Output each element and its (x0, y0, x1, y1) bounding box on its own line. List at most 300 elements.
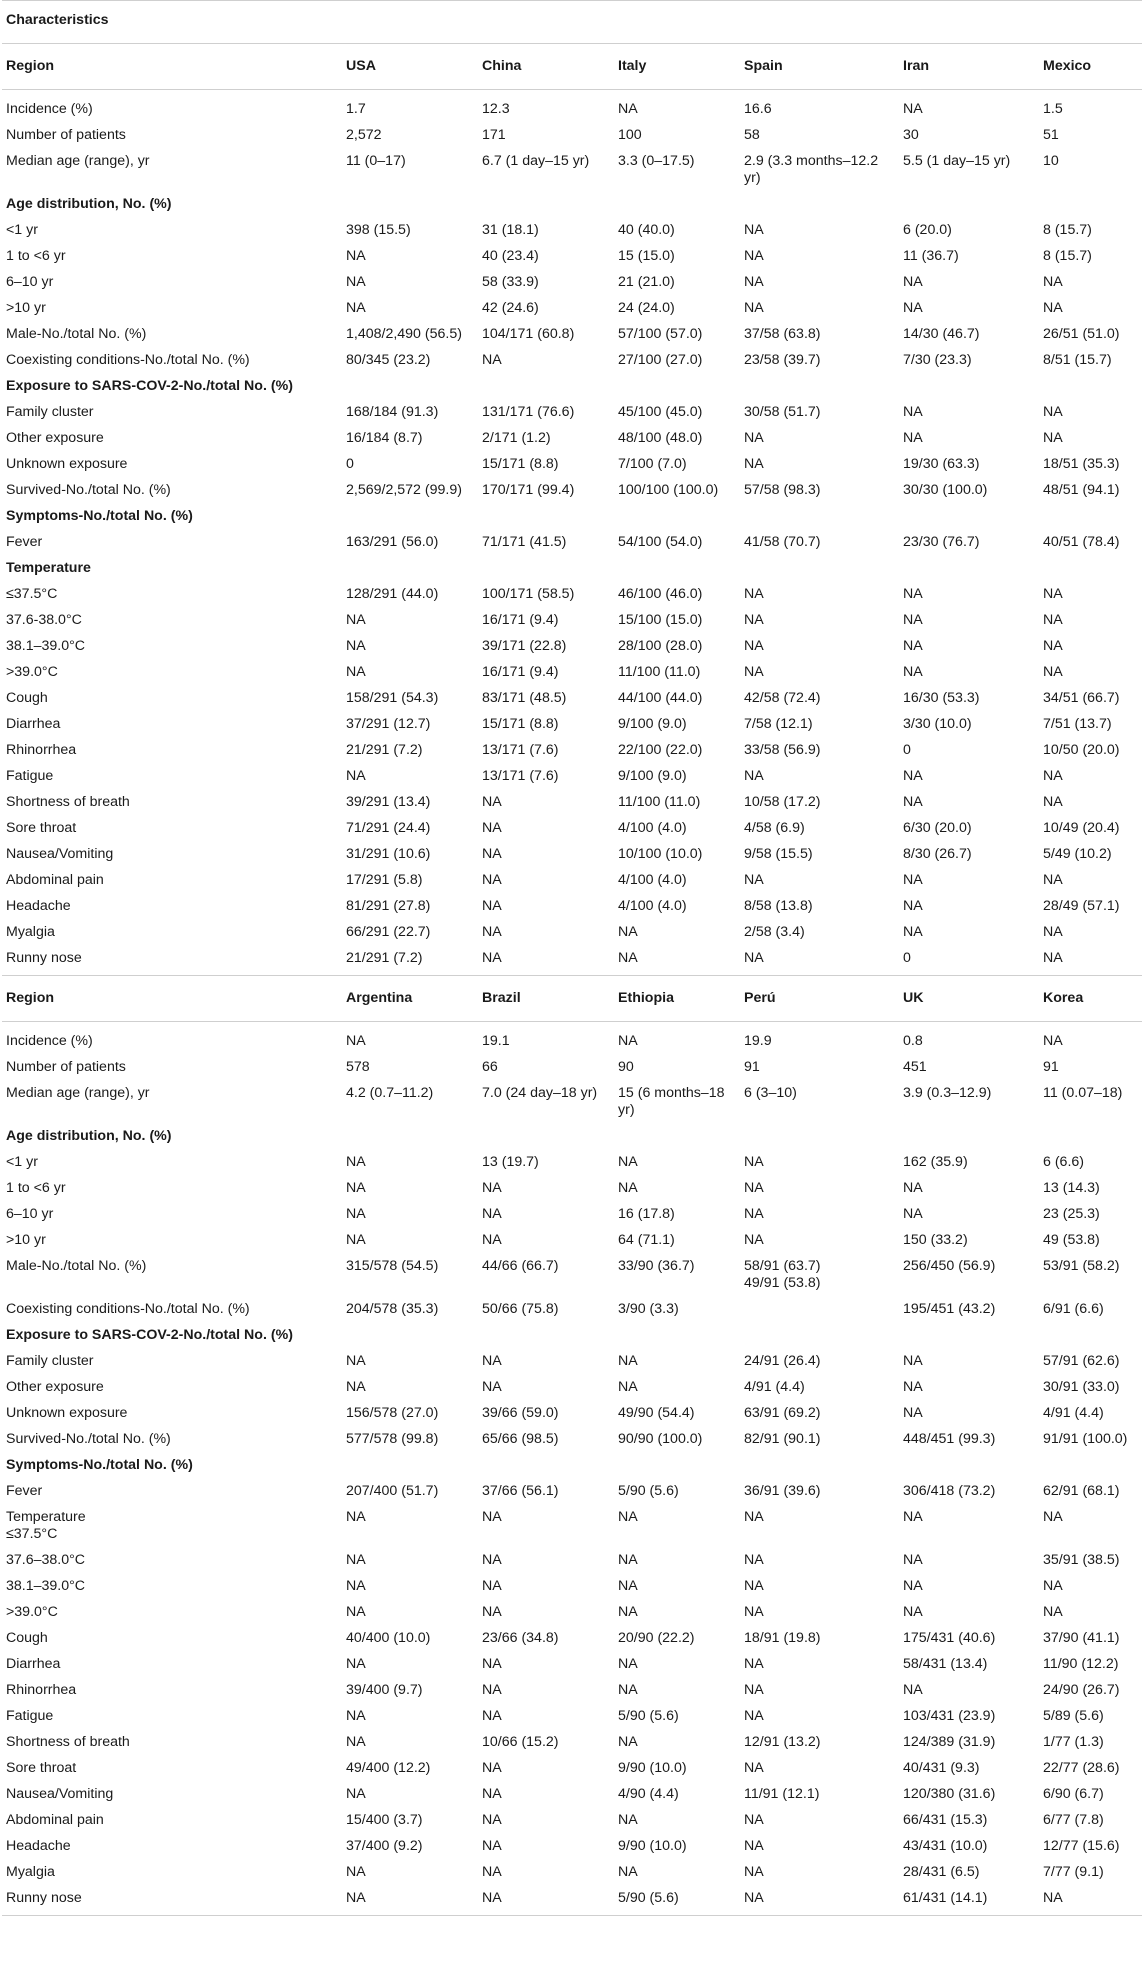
cell-uk: 150 (33.2) (903, 1232, 968, 1248)
cell-china: NA (482, 820, 502, 836)
row-label: Coexisting conditions-No./total No. (%) (6, 1301, 250, 1317)
cell-mexico: 48/51 (94.1) (1043, 482, 1120, 498)
row-label: ≤37.5°C (6, 586, 58, 602)
cell-per (740, 1296, 899, 1322)
cell-usa: NA (346, 248, 366, 264)
cell-italy: 15 (15.0) (618, 248, 675, 264)
row-label: Nausea/Vomiting (6, 846, 114, 862)
table-row-survived-no-total-no (2, 477, 1142, 503)
row-label: Rhinorrhea (6, 742, 77, 758)
cell-iran: 8/30 (26.7) (903, 846, 972, 862)
cell-korea: 62/91 (68.1) (1043, 1483, 1120, 1499)
row-label: Fatigue (6, 768, 54, 784)
cell-china: 39/171 (22.8) (482, 638, 567, 654)
section-heading-row (2, 555, 1142, 581)
cell-per: 63/91 (69.2) (744, 1405, 821, 1421)
cell-china: 6.7 (1 day–15 yr) (482, 153, 590, 169)
cell-ethiopia: 64 (71.1) (618, 1232, 675, 1248)
cell-uk: 40/431 (9.3) (903, 1760, 980, 1776)
cell-per: NA (744, 1604, 764, 1620)
cell-argentina: NA (342, 1885, 478, 1916)
cell-uk: 43/431 (10.0) (903, 1838, 988, 1854)
cell-usa: 11 (0–17) (346, 153, 406, 169)
table-row-diarrhea (2, 711, 1142, 737)
cell-mexico: 7/51 (13.7) (1043, 716, 1112, 732)
column-header-usa: USA (342, 44, 478, 90)
cell-iran: 7/30 (23.3) (903, 352, 972, 368)
cell-argentina: NA (346, 1604, 366, 1620)
cell-usa: 398 (15.5) (346, 222, 411, 238)
cell-mexico: 28/49 (57.1) (1043, 898, 1120, 914)
cell-brazil: NA (482, 1578, 502, 1594)
table-row-survived-no-total-no (2, 1426, 1142, 1452)
cell-mexico: NA (1043, 924, 1063, 940)
cell-italy: 44/100 (44.0) (618, 690, 703, 706)
cell-mexico: NA (1043, 274, 1063, 290)
column-header-korea: Korea (1039, 976, 1142, 1022)
cell-korea: 1/77 (1.3) (1043, 1734, 1104, 1750)
cell-argentina: NA (346, 1379, 366, 1395)
cell-china: 15/171 (8.8) (482, 456, 559, 472)
cell-spain: 23/58 (39.7) (744, 352, 821, 368)
cell-uk: NA (903, 1206, 923, 1222)
cell-per: NA (744, 1656, 764, 1672)
row-label: Rhinorrhea (6, 1682, 77, 1698)
table-title: Characteristics (2, 1, 1142, 44)
cell-usa: 21/291 (7.2) (346, 742, 423, 758)
cell-mexico: NA (1043, 612, 1063, 628)
cell-argentina: NA (346, 1708, 366, 1724)
cell-mexico: NA (1039, 945, 1142, 976)
cell-usa: NA (346, 768, 366, 784)
cell-usa: 71/291 (24.4) (346, 820, 431, 836)
section-heading-row (2, 191, 1142, 217)
table-row-nausea-vomiting (2, 1781, 1142, 1807)
cell-spain: 57/58 (98.3) (744, 482, 821, 498)
cell-korea: 49 (53.8) (1043, 1232, 1100, 1248)
cell-usa: 158/291 (54.3) (346, 690, 439, 706)
cell-italy: 4/100 (4.0) (618, 820, 687, 836)
cell-mexico: 8 (15.7) (1043, 248, 1092, 264)
cell-usa: 16/184 (8.7) (346, 430, 423, 446)
row-label: Unknown exposure (6, 1405, 128, 1421)
table-row-37-6-38-0-c (2, 607, 1142, 633)
cell-spain: NA (744, 456, 764, 472)
cell-argentina: 315/578 (54.5) (346, 1258, 439, 1274)
cell-brazil: 10/66 (15.2) (482, 1734, 559, 1750)
cell-argentina: NA (346, 1509, 366, 1525)
cell-china: 58 (33.9) (482, 274, 539, 290)
cell-korea: 91 (1043, 1059, 1059, 1075)
cell-spain: 42/58 (72.4) (744, 690, 821, 706)
table-row-39-0-c (2, 1599, 1142, 1625)
cell-usa: 80/345 (23.2) (346, 352, 431, 368)
cell-korea: 7/77 (9.1) (1043, 1864, 1104, 1880)
cell-iran: 6/30 (20.0) (903, 820, 972, 836)
table-row-diarrhea (2, 1651, 1142, 1677)
cell-argentina: NA (346, 1232, 366, 1248)
row-label: Shortness of breath (6, 794, 130, 810)
table-row-38-1-39-0-c (2, 633, 1142, 659)
cell-argentina: 49/400 (12.2) (346, 1760, 431, 1776)
cell-ethiopia: NA (618, 1812, 638, 1828)
table-row-37-6-38-0-c (2, 1547, 1142, 1573)
cell-ethiopia: 5/90 (5.6) (614, 1885, 740, 1916)
cell-china: 2/171 (1.2) (482, 430, 551, 446)
cell-brazil: 39/66 (59.0) (482, 1405, 559, 1421)
cell-mexico: 8/51 (15.7) (1043, 352, 1112, 368)
cell-argentina: NA (346, 1656, 366, 1672)
table-row-male-no-total-no (2, 1253, 1142, 1296)
table-row-coexisting-conditions-no-total-no (2, 347, 1142, 373)
cell-china: 42 (24.6) (482, 300, 539, 316)
row-label: Family cluster (6, 404, 94, 420)
column-header-argentina: Argentina (342, 976, 478, 1022)
cell-ethiopia: NA (618, 1353, 638, 1369)
row-label: Shortness of breath (6, 1734, 130, 1750)
cell-spain: NA (744, 638, 764, 654)
cell-mexico: 10/49 (20.4) (1043, 820, 1120, 836)
region-header: Region (2, 44, 342, 90)
cell-china: 31 (18.1) (482, 222, 539, 238)
cell-brazil: NA (482, 1682, 502, 1698)
cell-ethiopia: NA (618, 1578, 638, 1594)
row-label: Male-No./total No. (%) (6, 1258, 147, 1274)
table-row-37-5-c (2, 581, 1142, 607)
column-header-brazil: Brazil (478, 976, 614, 1022)
cell-korea: NA (1039, 1885, 1142, 1916)
cell-italy: NA (618, 924, 638, 940)
cell-uk: 103/431 (23.9) (903, 1708, 996, 1724)
cell-usa: 2,569/2,572 (99.9) (346, 482, 462, 498)
cell-china: 16/171 (9.4) (482, 612, 559, 628)
cell-uk: NA (903, 1552, 923, 1568)
cell-iran: NA (903, 612, 923, 628)
cell-mexico: 1.5 (1043, 101, 1063, 117)
cell-per: 36/91 (39.6) (744, 1483, 821, 1499)
cell-iran: 23/30 (76.7) (903, 534, 980, 550)
cell-korea: 5/89 (5.6) (1043, 1708, 1104, 1724)
cell-korea: 53/91 (58.2) (1043, 1258, 1120, 1274)
section-heading-row (2, 1452, 1142, 1478)
cell-china: 171 (482, 127, 506, 143)
cell-ethiopia: NA (618, 1154, 638, 1170)
cell-per: NA (740, 1885, 899, 1916)
cell-spain: NA (744, 274, 764, 290)
cell-iran: NA (903, 300, 923, 316)
cell-mexico: NA (1043, 404, 1063, 420)
column-header-italy: Italy (614, 44, 740, 90)
cell-ethiopia: NA (618, 1734, 638, 1750)
cell-per: NA (744, 1838, 764, 1854)
cell-brazil: 7.0 (24 day–18 yr) (482, 1085, 598, 1101)
cell-per: 6 (3–10) (744, 1085, 797, 1101)
table-row-family-cluster (2, 1348, 1142, 1374)
row-label: Male-No./total No. (%) (6, 326, 147, 342)
cell-brazil: NA (482, 1708, 502, 1724)
cell-usa: 128/291 (44.0) (346, 586, 439, 602)
row-label: Fever (6, 1483, 43, 1499)
cell-korea: 91/91 (100.0) (1043, 1431, 1128, 1447)
cell-usa: 39/291 (13.4) (346, 794, 431, 810)
cell-iran: 16/30 (53.3) (903, 690, 980, 706)
cell-italy: 100/100 (100.0) (618, 482, 719, 498)
cell-brazil: 66 (482, 1059, 498, 1075)
cell-ethiopia: 9/90 (10.0) (618, 1760, 687, 1776)
cell-ethiopia: 4/90 (4.4) (618, 1786, 679, 1802)
section-heading-row (2, 503, 1142, 529)
cell-china: 71/171 (41.5) (482, 534, 567, 550)
cell-brazil: NA (482, 1786, 502, 1802)
row-label: 38.1–39.0°C (6, 1578, 86, 1594)
cell-korea: 6/90 (6.7) (1043, 1786, 1104, 1802)
cell-per: NA (744, 1232, 764, 1248)
table-row-cough (2, 685, 1142, 711)
row-label: Survived-No./total No. (%) (6, 482, 171, 498)
table-row-runny-nose (2, 1885, 1142, 1916)
cell-ethiopia: 15 (6 months–18 yr) (618, 1085, 725, 1118)
cell-usa: NA (346, 274, 366, 290)
cell-per: 4/91 (4.4) (744, 1379, 805, 1395)
cell-ethiopia: NA (618, 1552, 638, 1568)
row-label: Myalgia (6, 1864, 55, 1880)
row-label: Diarrhea (6, 1656, 61, 1672)
cell-spain: 7/58 (12.1) (744, 716, 813, 732)
cell-brazil: NA (482, 1353, 502, 1369)
section-heading-row (2, 1123, 1142, 1149)
cell-mexico: NA (1043, 768, 1063, 784)
cell-per: 91 (744, 1059, 760, 1075)
cell-china: NA (482, 352, 502, 368)
column-header-mexico: Mexico (1039, 44, 1142, 90)
cell-brazil: NA (482, 1760, 502, 1776)
cell-uk: 120/380 (31.6) (903, 1786, 996, 1802)
cell-uk: 28/431 (6.5) (903, 1864, 980, 1880)
row-label: 1 to <6 yr (6, 1180, 66, 1196)
cell-korea: 11 (0.07–18) (1043, 1085, 1123, 1101)
cell-korea: 22/77 (28.6) (1043, 1760, 1120, 1776)
cell-iran: NA (903, 638, 923, 654)
cell-argentina: NA (346, 1033, 366, 1049)
cell-argentina: NA (346, 1864, 366, 1880)
cell-korea: NA (1043, 1578, 1063, 1594)
cell-iran: 0 (899, 945, 1039, 976)
table-body (2, 1, 1142, 1916)
cell-iran: 19/30 (63.3) (903, 456, 980, 472)
cell-korea: 11/90 (12.2) (1043, 1656, 1119, 1672)
row-label: Headache (6, 1838, 71, 1854)
cell-ethiopia: NA (618, 1682, 638, 1698)
cell-italy: 9/100 (9.0) (618, 768, 687, 784)
cell-spain: 4/58 (6.9) (744, 820, 805, 836)
cell-mexico: 5/49 (10.2) (1043, 846, 1112, 862)
cell-usa: 81/291 (27.8) (346, 898, 431, 914)
cell-mexico: 18/51 (35.3) (1043, 456, 1120, 472)
cell-italy: 46/100 (46.0) (618, 586, 703, 602)
cell-iran: NA (903, 430, 923, 446)
cell-italy: 3.3 (0–17.5) (618, 153, 695, 169)
table-row-6-10-yr (2, 1201, 1142, 1227)
table-row-38-1-39-0-c (2, 1573, 1142, 1599)
cell-italy: NA (618, 101, 638, 117)
cell-ethiopia: NA (618, 1604, 638, 1620)
cell-brazil: 19.1 (482, 1033, 510, 1049)
cell-spain: NA (744, 612, 764, 628)
cell-mexico: 10 (1043, 153, 1059, 169)
row-label: Headache (6, 898, 71, 914)
region-header: Region (2, 976, 342, 1022)
row-label: >10 yr (6, 300, 46, 316)
cell-mexico: NA (1043, 430, 1063, 446)
table-row-headache (2, 893, 1142, 919)
cell-uk: 0.8 (903, 1033, 923, 1049)
cell-ethiopia: 3/90 (3.3) (618, 1301, 679, 1317)
table-row-10-yr (2, 295, 1142, 321)
row-label: Abdominal pain (6, 872, 104, 888)
cell-uk: 58/431 (13.4) (903, 1656, 988, 1672)
cell-italy: 9/100 (9.0) (618, 716, 687, 732)
cell-argentina: 204/578 (35.3) (346, 1301, 439, 1317)
cell-brazil: NA (482, 1656, 502, 1672)
cell-argentina: NA (346, 1206, 366, 1222)
cell-ethiopia: 16 (17.8) (618, 1206, 675, 1222)
cell-iran: NA (903, 274, 923, 290)
table-row-myalgia (2, 1859, 1142, 1885)
cell-uk: 124/389 (31.9) (903, 1734, 996, 1750)
table-row-median-age-range-yr (2, 1080, 1142, 1123)
row-label: Incidence (%) (6, 101, 93, 117)
cell-mexico: 26/51 (51.0) (1043, 326, 1120, 342)
cell-spain: 58 (744, 127, 760, 143)
cell-ethiopia: 90 (618, 1059, 634, 1075)
cell-iran: 0 (903, 742, 911, 758)
cell-ethiopia: 33/90 (36.7) (618, 1258, 695, 1274)
section-heading-temperature: Temperature (6, 560, 91, 576)
cell-china: NA (482, 898, 502, 914)
cell-ethiopia: NA (618, 1180, 638, 1196)
cell-usa: 21/291 (7.2) (342, 945, 478, 976)
cell-per: 24/91 (26.4) (744, 1353, 821, 1369)
cell-uk: 306/418 (73.2) (903, 1483, 996, 1499)
cell-italy: 40 (40.0) (618, 222, 675, 238)
cell-argentina: 4.2 (0.7–11.2) (346, 1085, 434, 1101)
cell-iran: NA (903, 586, 923, 602)
cell-china: 13/171 (7.6) (482, 742, 559, 758)
table-row-temperature-37-5-c (2, 1504, 1142, 1547)
table-row-median-age-range-yr (2, 148, 1142, 191)
cell-iran: 11 (36.7) (903, 248, 959, 264)
cell-mexico: 40/51 (78.4) (1043, 534, 1120, 550)
cell-mexico: NA (1043, 300, 1063, 316)
cell-uk: 256/450 (56.9) (903, 1258, 996, 1274)
cell-per: NA (744, 1760, 764, 1776)
cell-iran: 30/30 (100.0) (903, 482, 988, 498)
cell-per: NA (744, 1206, 764, 1222)
row-label: Nausea/Vomiting (6, 1786, 114, 1802)
cell-brazil: 13 (19.7) (482, 1154, 539, 1170)
cell-spain: 37/58 (63.8) (744, 326, 821, 342)
cell-iran: NA (903, 664, 923, 680)
cell-brazil: NA (482, 1838, 502, 1854)
cell-korea: 6 (6.6) (1043, 1154, 1085, 1170)
column-header-ethiopia: Ethiopia (614, 976, 740, 1022)
cell-per: NA (744, 1552, 764, 1568)
table-row-number-of-patients (2, 1054, 1142, 1080)
cell-iran: NA (903, 794, 923, 810)
row-label: 38.1–39.0°C (6, 638, 86, 654)
row-label: Fever (6, 534, 43, 550)
cell-spain: 30/58 (51.7) (744, 404, 821, 420)
cell-ethiopia: NA (618, 1656, 638, 1672)
cell-per: NA (744, 1708, 764, 1724)
cell-ethiopia: NA (618, 1033, 638, 1049)
cell-argentina: 15/400 (3.7) (346, 1812, 423, 1828)
cell-uk: 61/431 (14.1) (899, 1885, 1039, 1916)
cell-argentina: NA (346, 1353, 366, 1369)
cell-china: 83/171 (48.5) (482, 690, 567, 706)
cell-argentina: 40/400 (10.0) (346, 1630, 431, 1646)
section-heading-age-distribution-no: Age distribution, No. (%) (6, 196, 172, 212)
cell-italy: 4/100 (4.0) (618, 872, 687, 888)
cell-spain: 2.9 (3.3 months–12.2 yr) (744, 153, 879, 186)
table-row-unknown-exposure (2, 451, 1142, 477)
table-row-male-no-total-no (2, 321, 1142, 347)
cell-china: 13/171 (7.6) (482, 768, 559, 784)
cell-spain: NA (744, 586, 764, 602)
cell-usa: 1,408/2,490 (56.5) (346, 326, 462, 342)
table-row-fever (2, 1478, 1142, 1504)
cell-per: 58/91 (63.7) 49/91 (53.8) (744, 1258, 821, 1291)
cell-per: NA (744, 1180, 764, 1196)
row-label: >39.0°C (6, 664, 58, 680)
cell-spain: 41/58 (70.7) (744, 534, 821, 550)
cell-per: 11/91 (12.1) (744, 1786, 820, 1802)
cell-ethiopia: 9/90 (10.0) (618, 1838, 687, 1854)
cell-mexico: NA (1043, 586, 1063, 602)
row-label: Cough (6, 690, 48, 706)
cell-argentina: NA (346, 1578, 366, 1594)
cell-spain: NA (744, 248, 764, 264)
cell-korea: 6/77 (7.8) (1043, 1812, 1104, 1828)
cell-italy: 100 (618, 127, 642, 143)
table-row-abdominal-pain (2, 1807, 1142, 1833)
cell-italy: 28/100 (28.0) (618, 638, 703, 654)
cell-usa: 37/291 (12.7) (346, 716, 431, 732)
table-row-rhinorrhea (2, 737, 1142, 763)
cell-iran: 14/30 (46.7) (903, 326, 980, 342)
cell-uk: NA (903, 1180, 923, 1196)
table-row-incidence (2, 1022, 1142, 1055)
cell-china: NA (482, 846, 502, 862)
cell-brazil: NA (482, 1604, 502, 1620)
cell-argentina: NA (346, 1552, 366, 1568)
cell-per: NA (744, 1812, 764, 1828)
cell-korea: 13 (14.3) (1043, 1180, 1100, 1196)
cell-spain: NA (744, 430, 764, 446)
cell-argentina: 37/400 (9.2) (346, 1838, 423, 1854)
cell-uk: NA (903, 1682, 923, 1698)
cell-usa: 163/291 (56.0) (346, 534, 439, 550)
cell-argentina: NA (346, 1734, 366, 1750)
row-label: 1 to <6 yr (6, 248, 66, 264)
cell-italy: 11/100 (11.0) (618, 794, 701, 810)
cell-per: 19.9 (744, 1033, 772, 1049)
cell-ethiopia: 5/90 (5.6) (618, 1483, 679, 1499)
cell-uk: 175/431 (40.6) (903, 1630, 996, 1646)
table-row-fatigue (2, 1703, 1142, 1729)
cell-iran: NA (903, 101, 923, 117)
cell-mexico: 10/50 (20.0) (1043, 742, 1120, 758)
